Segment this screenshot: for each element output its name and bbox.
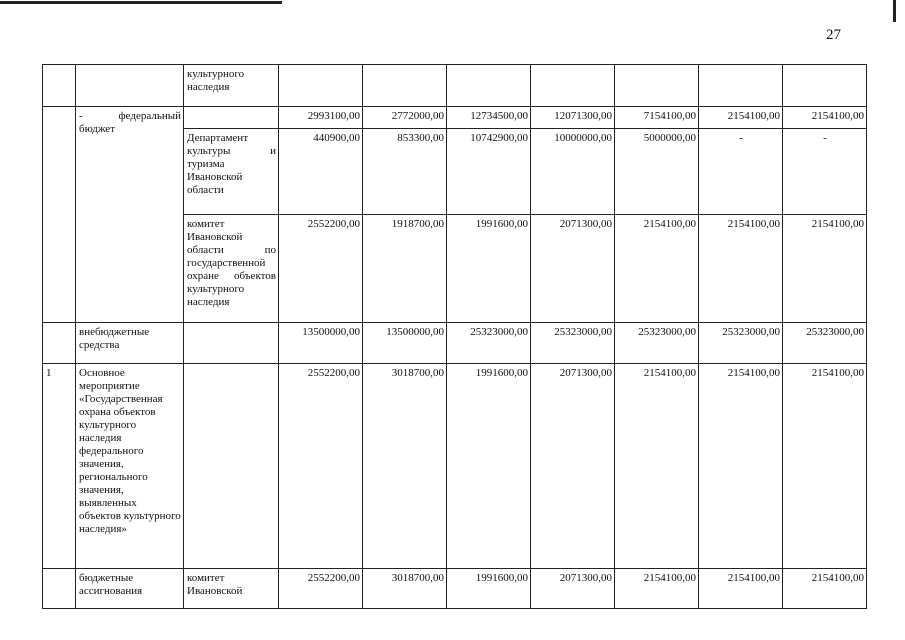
value-cell: 25323000,00 — [699, 323, 783, 364]
value-cell: 13500000,00 — [363, 323, 447, 364]
value-cell: 2154100,00 — [615, 569, 699, 609]
executor-cell: комитет Ивановской — [184, 569, 279, 609]
value-cell: 2071300,00 — [531, 215, 615, 323]
value-cell: - — [783, 129, 867, 215]
value-cell: 2154100,00 — [615, 215, 699, 323]
value-cell: 2552200,00 — [279, 364, 363, 569]
value-cell: 12734500,00 — [447, 107, 531, 129]
value-cell: 10000000,00 — [531, 129, 615, 215]
page-number: 27 — [826, 27, 841, 43]
value-cell: 2552200,00 — [279, 215, 363, 323]
executor-cell: комитет Ивановской области по государственной охране объектов культурного наследия — [184, 215, 279, 323]
index-cell — [43, 569, 76, 609]
table-row — [43, 107, 867, 129]
value-cell — [699, 65, 783, 107]
value-cell: 2154100,00 — [615, 364, 699, 569]
value-cell: 25323000,00 — [531, 323, 615, 364]
name-cell — [76, 65, 184, 107]
value-cell — [279, 65, 363, 107]
executor-cell — [184, 107, 279, 129]
table-row — [43, 364, 867, 569]
value-cell: 10742900,00 — [447, 129, 531, 215]
value-cell: 1991600,00 — [447, 569, 531, 609]
value-cell: 13500000,00 — [279, 323, 363, 364]
table-row — [43, 323, 867, 364]
table-row — [43, 65, 867, 107]
budget-table — [42, 64, 867, 609]
value-cell: 25323000,00 — [447, 323, 531, 364]
value-cell: 5000000,00 — [615, 129, 699, 215]
table-row — [43, 569, 867, 609]
value-cell: 2154100,00 — [699, 107, 783, 129]
name-cell: внебюджетные средства — [76, 323, 184, 364]
value-cell: 853300,00 — [363, 129, 447, 215]
top-rule — [0, 1, 282, 4]
value-cell — [447, 65, 531, 107]
executor-cell — [184, 364, 279, 569]
value-cell: 1918700,00 — [363, 215, 447, 323]
value-cell: 3018700,00 — [363, 569, 447, 609]
value-cell — [615, 65, 699, 107]
value-cell: - — [699, 129, 783, 215]
value-cell: 2993100,00 — [279, 107, 363, 129]
value-cell: 1991600,00 — [447, 364, 531, 569]
value-cell: 3018700,00 — [363, 364, 447, 569]
value-cell: 2154100,00 — [783, 569, 867, 609]
edge-rule — [893, 0, 896, 22]
value-cell: 1991600,00 — [447, 215, 531, 323]
value-cell: 440900,00 — [279, 129, 363, 215]
index-cell — [43, 323, 76, 364]
value-cell: 2071300,00 — [531, 364, 615, 569]
value-cell: 2154100,00 — [699, 569, 783, 609]
executor-cell — [184, 323, 279, 364]
value-cell: 2772000,00 — [363, 107, 447, 129]
value-cell: 2071300,00 — [531, 569, 615, 609]
value-cell: 12071300,00 — [531, 107, 615, 129]
value-cell — [531, 65, 615, 107]
value-cell: 2552200,00 — [279, 569, 363, 609]
value-cell: 2154100,00 — [783, 107, 867, 129]
value-cell — [783, 65, 867, 107]
index-cell — [43, 107, 76, 323]
value-cell: 2154100,00 — [783, 364, 867, 569]
value-cell: 7154100,00 — [615, 107, 699, 129]
name-cell: Основное мероприятие «Государственная охрана объектов культурного наследия федерального значения, регионального значения, выявленных объектов культурного наследия» — [76, 364, 184, 569]
name-cell: - федеральный бюджет — [76, 107, 184, 323]
executor-cell: культурного наследия — [184, 65, 279, 107]
index-cell: 1 — [43, 364, 76, 569]
value-cell — [363, 65, 447, 107]
value-cell: 25323000,00 — [615, 323, 699, 364]
value-cell: 2154100,00 — [783, 215, 867, 323]
value-cell: 2154100,00 — [699, 364, 783, 569]
value-cell: 25323000,00 — [783, 323, 867, 364]
index-cell — [43, 65, 76, 107]
value-cell: 2154100,00 — [699, 215, 783, 323]
name-cell: бюджетные ассигнования — [76, 569, 184, 609]
executor-cell: Департамент культуры и туризма Ивановской области — [184, 129, 279, 215]
